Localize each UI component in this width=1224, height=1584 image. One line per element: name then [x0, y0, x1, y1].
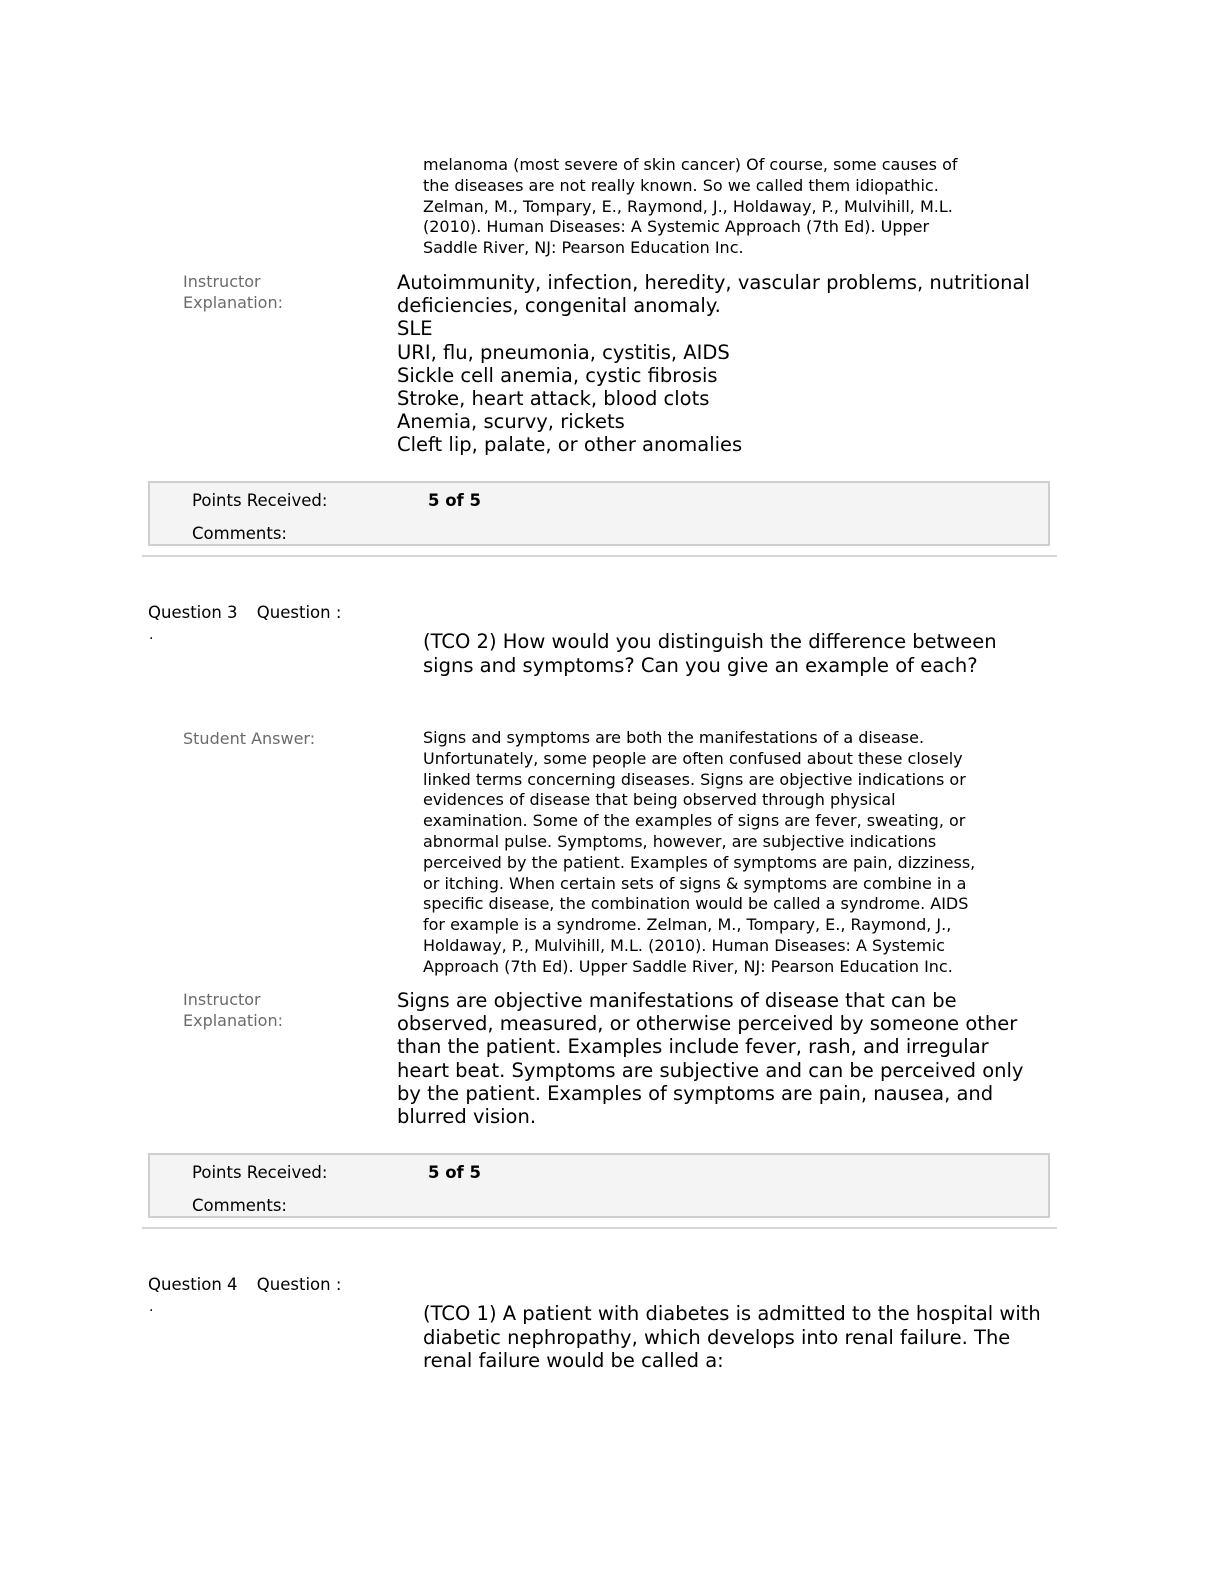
q3-instructor-label-line1: Instructor [183, 990, 261, 1009]
q3-points-label: Points Received: [192, 1163, 328, 1182]
q3-points-box [148, 1153, 1050, 1218]
q4-header [148, 1275, 341, 1295]
q2-comments-label: Comments: [192, 524, 287, 543]
q2-instructor-explanation: Autoimmunity, infection, heredity, vascular problems, nutritional deficiencies, congenital anomaly. SLE URI, flu, pneumonia, cystitis, AIDS Sickle cell anemia, cystic fibrosis Stroke, heart attack, blood clots Anemia, scurvy, rickets Cleft lip, palate, or other anomalies [397, 271, 1030, 457]
q3-question-label: Question : [256, 603, 342, 622]
q2-points-box [148, 481, 1050, 546]
q2-student-answer-continuation: melanoma (most severe of skin cancer) Of course, some causes of the diseases are not really known. So we called them idiopathic. Zelman, M., Tompary, E., Raymond, J., Holdaway, P., Mulvihill, M.L. (2010). Human Diseases: A Systemic Approach (7th Ed). Upper Saddle River, NJ: Pearson Education Inc. [423, 155, 958, 258]
q3-number: Question 3 [148, 603, 238, 622]
q2-instructor-label-line2: Explanation: [183, 293, 283, 312]
q2-instructor-label [183, 271, 283, 313]
q3-dot: . [149, 627, 154, 643]
q3-instructor-label-line2: Explanation: [183, 1011, 283, 1030]
q2-points-label: Points Received: [192, 491, 328, 510]
q2-instructor-label-line1: Instructor [183, 272, 261, 291]
q3-instructor-label [183, 989, 283, 1031]
q3-student-answer-label: Student Answer: [183, 729, 316, 748]
q3-points-value: 5 of 5 [428, 1163, 481, 1182]
q3-header [148, 603, 341, 623]
q3-student-answer: Signs and symptoms are both the manifestations of a disease. Unfortunately, some people are often confused about these closely linked terms concerning diseases. Signs are objective indications or evidences of disease that being observed through physical examination. Some of the examples of signs are fever, sweating, or abnormal pulse. Symptoms, however, are subjective indications perceived by the patient. Examples of symptoms are pain, dizziness, or itching. When certain sets of signs & symptoms are combine in a specific disease, the combination would be called a syndrome. AIDS for example is a syndrome. Zelman, M., Tompary, E., Raymond, J., Holdaway, P., Mulvihill, M.L. (2010). Human Diseases: A Systemic Approach (7th Ed). Upper Saddle River, NJ: Pearson Education Inc. [423, 728, 976, 976]
q2-points-value: 5 of 5 [428, 491, 481, 510]
q3-comments-label: Comments: [192, 1196, 287, 1215]
q4-question-label: Question : [256, 1275, 342, 1294]
q4-number: Question 4 [148, 1275, 238, 1294]
q3-instructor-explanation: Signs are objective manifestations of disease that can be observed, measured, or otherwise perceived by someone other than the patient. Examples include fever, rash, and irregular heart beat. Symptoms are subjective and can be perceived only by the patient. Examples of symptoms are pain, nausea, and blurred vision. [397, 989, 1024, 1129]
q3-question-text: (TCO 2) How would you distinguish the difference between signs and symptoms? Can you give an example of each? [423, 630, 997, 677]
q3-separator [142, 1227, 1057, 1229]
q4-question-text: (TCO 1) A patient with diabetes is admitted to the hospital with diabetic nephropathy, which develops into renal failure. The renal failure would be called a: [423, 1302, 1041, 1372]
q2-separator [142, 555, 1057, 557]
q4-dot: . [149, 1299, 154, 1315]
